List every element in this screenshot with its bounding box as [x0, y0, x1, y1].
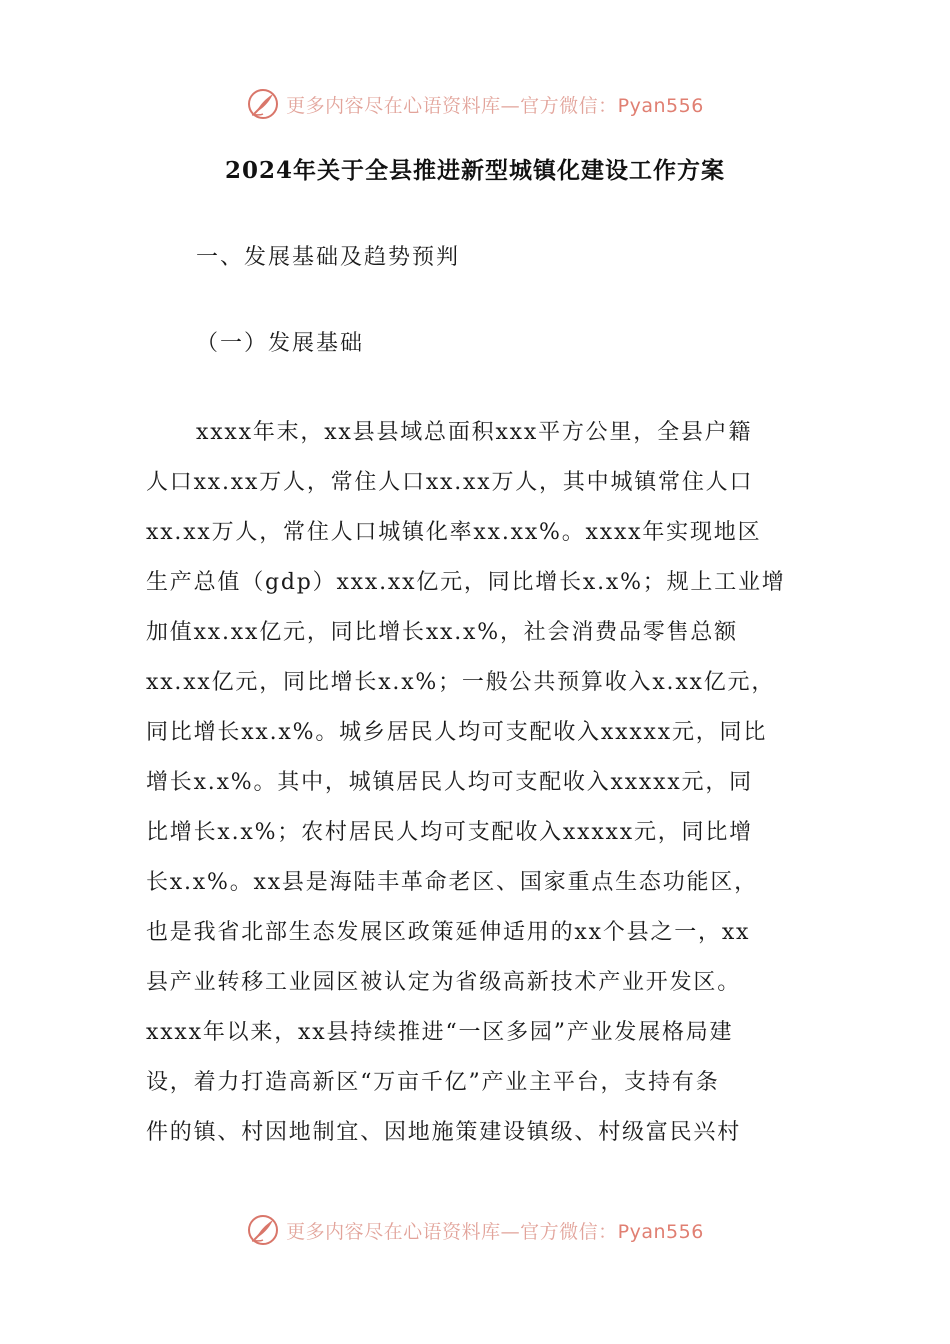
paragraph-line: xx.xx万人，常住人口城镇化率xx.xx%。xxxx年实现地区 [146, 520, 762, 545]
watermark-banner-top [0, 84, 950, 124]
paragraph-line: xxxx年以来，xx县持续推进“一区多园”产业发展格局建 [146, 1020, 734, 1045]
body-paragraph [146, 408, 806, 1158]
watermark-banner-bottom [0, 1210, 950, 1250]
watermark-wechat-id: Pyan556 [617, 94, 704, 117]
paragraph-line: 比增长x.x%；农村居民人均可支配收入xxxxx元，同比增 [146, 820, 753, 845]
paragraph-line: 加值xx.xx亿元，同比增长xx.x%，社会消费品零售总额 [146, 620, 738, 645]
paragraph-line: 增长x.x%。其中，城镇居民人均可支配收入xxxxx元，同 [146, 770, 753, 795]
paragraph-line: 县产业转移工业园区被认定为省级高新技术产业开发区。 [146, 970, 742, 995]
watermark-wechat-id: Pyan556 [617, 1220, 704, 1243]
watermark-text: 更多内容尽在心语资料库—官方微信：Pyan556 [286, 1220, 704, 1243]
paragraph-line: 件的镇、村因地制宜、因地施策建设镇级、村级富民兴村 [146, 1120, 742, 1145]
paragraph-line: 生产总值（gdp）xxx.xx亿元，同比增长x.x%；规上工业增 [146, 570, 786, 595]
paragraph-line: xxxx年末，xx县县域总面积xxx平方公里，全县户籍 [196, 420, 753, 445]
paragraph-line: 设，着力打造高新区“万亩千亿”产业主平台，支持有条 [146, 1070, 720, 1095]
quill-logo-icon [246, 1213, 280, 1247]
subsection-heading: （一）发展基础 [196, 331, 365, 356]
quill-logo-icon [246, 87, 280, 121]
paragraph-line: 长x.x%。xx县是海陆丰革命老区、国家重点生态功能区， [146, 870, 758, 895]
paragraph-line: 同比增长xx.x%。城乡居民人均可支配收入xxxxx元，同比 [146, 720, 768, 745]
paragraph-line: 人口xx.xx万人，常住人口xx.xx万人，其中城镇常住人口 [146, 470, 754, 495]
paragraph-line: 也是我省北部生态发展区政策延伸适用的xx个县之一，xx [146, 920, 751, 945]
document-title: 2024年关于全县推进新型城镇化建设工作方案 [224, 157, 725, 184]
paragraph-line: xx.xx亿元，同比增长x.x%；一般公共预算收入x.xx亿元， [146, 670, 776, 695]
watermark-text: 更多内容尽在心语资料库—官方微信：Pyan556 [286, 94, 704, 117]
section-heading: 一、发展基础及趋势预判 [196, 245, 461, 270]
